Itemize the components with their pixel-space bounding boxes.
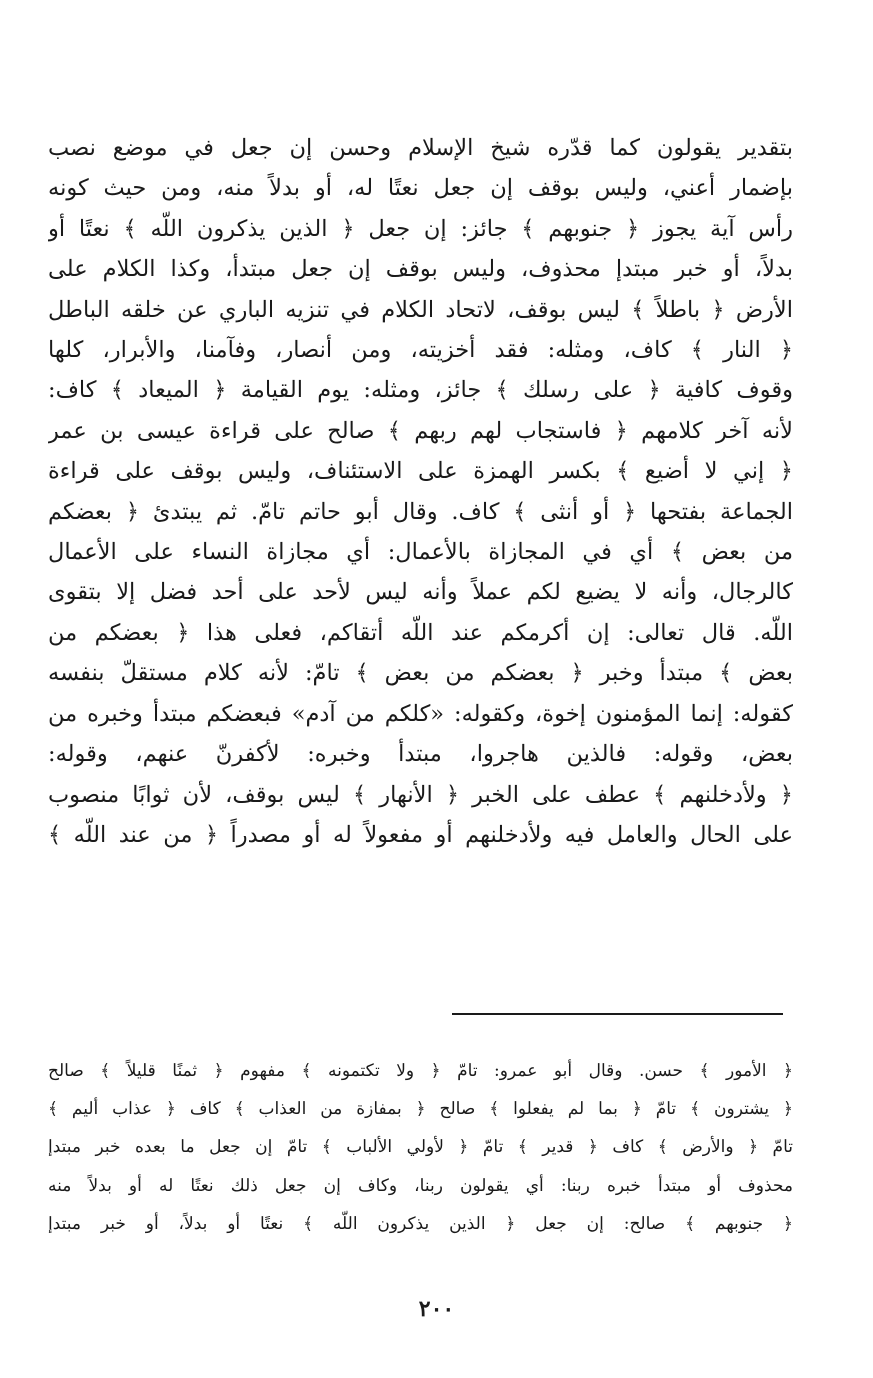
footnote-line: محذوف أو مبتدأ خبره ربنا: أي يقولون ربنا، وكاف إن جعل ذلك نعتًا له أو بدلاً منه [48, 1175, 793, 1196]
main-text-line: الجماعة بفتحها ﴿ أو أنثى ﴾ كاف. وقال أبو حاتم تامّ. ثم يبتدئ ﴿ بعضكم [48, 498, 793, 525]
main-text-line: بدلاً، أو خبر مبتدإ محذوف، وليس بوقف إن جعل مبتدأ، وكذا الكلام على [48, 256, 793, 283]
main-text-line: رأس آية يجوز ﴿ جنوبهم ﴾ جائز: إن جعل ﴿ الذين يذكرون اللّه ﴾ نعتًا أو [48, 215, 793, 242]
page-number: ٢٠٠ [418, 1296, 455, 1322]
footnotes-section [48, 1052, 793, 1243]
main-text-line: بعض ﴾ مبتدأ وخبر ﴿ بعضكم من بعض ﴾ تامّ: لأنه كلام مستقلّ بنفسه [48, 660, 793, 687]
main-text-line: بعض، وقوله: فالذين هاجروا، مبتدأ وخبره: لأكفرنّ عنهم، وقوله: [48, 741, 793, 768]
main-text-line: كالرجال، وأنه لا يضيع لكم عملاً وأنه ليس لأحد على أحد فضل إلا بتقوى [48, 579, 793, 606]
main-text-line: بإضمار أعني، وليس بوقف إن جعل نعتًا له، أو بدلاً منه، ومن حيث كونه [48, 175, 793, 202]
footnote-divider [452, 1013, 783, 1015]
footnote-line: ﴿ الأمور ﴾ حسن. وقال أبو عمرو: تامّ ﴿ ولا تكتمونه ﴾ مفهوم ﴿ ثمنًا قليلاً ﴾ صالح [48, 1061, 793, 1081]
main-text-line: ﴿ ولأدخلنهم ﴾ عطف على الخبر ﴿ الأنهار ﴾ ليس بوقف، لأن ثوابًا منصوب [48, 781, 793, 808]
main-text-line: بتقدير يقولون كما قدّره شيخ الإسلام وحسن إن جعل في موضع نصب [48, 135, 793, 161]
main-text-line: لأنه آخر كلامهم ﴿ فاستجاب لهم ربهم ﴾ صالح على قراءة عيسى بن عمر [48, 417, 793, 444]
footnote-line: ﴿ يشترون ﴾ تامّ ﴿ بما لم يفعلوا ﴾ صالح ﴿ بمفازة من العذاب ﴾ كاف ﴿ عذاب أليم ﴾ [48, 1099, 793, 1120]
main-text-body [48, 128, 793, 855]
main-text-line: ﴿ النار ﴾ كاف، ومثله: فقد أخزيته، ومن أنصار، وفآمنا، والأبرار، كلها [48, 337, 793, 364]
main-text-line: من بعض ﴾ أي في المجازاة بالأعمال: أي مجازاة النساء على الأعمال [48, 539, 793, 566]
main-text-line: ﴿ إني لا أضيع ﴾ بكسر الهمزة على الاستئناف، وليس بوقف على قراءة [48, 458, 793, 485]
main-text-line: اللّه. قال تعالى: إن أكرمكم عند اللّه أتقاكم، فعلى هذا ﴿ بعضكم من [48, 619, 793, 646]
main-text-line: كقوله: إنما المؤمنون إخوة، وكقوله: «كلكم من آدم» فبعضكم مبتدأ وخبره من [48, 700, 793, 727]
footnote-line: تامّ ﴿ والأرض ﴾ كاف ﴿ قدير ﴾ تامّ ﴿ لأولي الألباب ﴾ تامّ إن جعل ما بعده خبر مبتدإ [48, 1137, 793, 1158]
main-text-line: الأرض ﴿ باطلاً ﴾ ليس بوقف، لاتحاد الكلام في تنزيه الباري عن خلقه الباطل [48, 296, 793, 323]
main-text-line: على الحال والعامل فيه ولأدخلنهم أو مفعولاً له أو مصدراً ﴿ من عند اللّه ﴾ [48, 821, 793, 848]
main-text-line: وقوف كافية ﴿ على رسلك ﴾ جائز، ومثله: يوم القيامة ﴿ الميعاد ﴾ كاف: [48, 377, 793, 404]
footnote-line: ﴿ جنوبهم ﴾ صالح: إن جعل ﴿ الذين يذكرون اللّه ﴾ نعتًا أو بدلاً، أو خبر مبتدإ [48, 1213, 793, 1234]
